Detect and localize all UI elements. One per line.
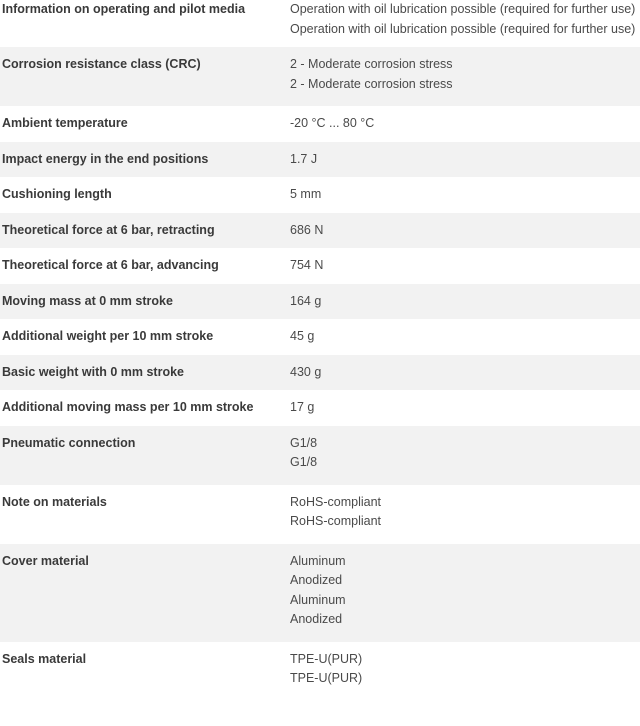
spec-values [290, 0, 640, 39]
spec-values [290, 221, 640, 241]
spec-values [290, 292, 640, 312]
spec-row-corrosion-class [0, 47, 640, 106]
spec-values [290, 55, 640, 94]
spec-value: Anodized [290, 573, 343, 587]
spec-value: 17 g [290, 400, 315, 414]
spec-label: Basic weight with 0 mm stroke [2, 364, 184, 379]
spec-values [290, 114, 640, 134]
spec-values [290, 493, 640, 532]
spec-values [290, 398, 640, 418]
spec-value: 164 g [290, 293, 322, 308]
spec-values [290, 434, 640, 473]
spec-label: Cover material [2, 553, 89, 568]
spec-row-cushioning-length [0, 177, 640, 213]
spec-label: Corrosion resistance class (CRC) [2, 57, 201, 71]
spec-row-note-on-materials [0, 485, 640, 544]
spec-values [290, 650, 640, 689]
spec-row-basic-weight [0, 355, 640, 391]
spec-values [290, 552, 640, 630]
spec-value: 2 - Moderate corrosion stress [290, 57, 453, 71]
spec-value: -20 °C ... 80 °C [290, 116, 375, 130]
spec-value: 754 N [290, 258, 324, 272]
spec-label: Pneumatic connection [2, 435, 136, 450]
spec-row-force-advancing [0, 248, 640, 284]
spec-label: Seals material [2, 651, 87, 666]
spec-value: RoHS-compliant [290, 514, 382, 528]
spec-row-cover-material [0, 544, 640, 642]
spec-value: 686 N [290, 222, 324, 237]
spec-value: 1.7 J [290, 151, 318, 166]
spec-value: G1/8 [290, 435, 318, 450]
spec-values [290, 185, 640, 205]
spec-row-additional-weight [0, 319, 640, 355]
spec-value: 430 g [290, 364, 322, 379]
spec-values [290, 150, 640, 170]
spec-label: Theoretical force at 6 bar, retracting [2, 222, 215, 237]
spec-label: Impact energy in the end positions [2, 151, 209, 166]
spec-label: Additional moving mass per 10 mm stroke [2, 400, 254, 414]
spec-values [290, 363, 640, 383]
spec-row-additional-moving-mass [0, 390, 640, 426]
spec-value: TPE-U(PUR) [290, 671, 363, 685]
spec-values [290, 327, 640, 347]
spec-row-ambient-temperature [0, 106, 640, 142]
spec-value: G1/8 [290, 455, 318, 469]
spec-value: 2 - Moderate corrosion stress [290, 76, 453, 91]
spec-value: 5 mm [290, 187, 322, 201]
spec-value: Aluminum [290, 553, 346, 568]
spec-label: Theoretical force at 6 bar, advancing [2, 258, 219, 272]
spec-row-operating-media [0, 0, 640, 47]
spec-row-force-retracting [0, 213, 640, 249]
spec-row-seals-material [0, 642, 640, 697]
spec-value: Anodized [290, 612, 343, 626]
spec-value: Operation with oil lubrication possible (required for further use) [290, 2, 636, 16]
spec-value: 45 g [290, 329, 315, 343]
spec-label: Note on materials [2, 494, 107, 509]
spec-value: Operation with oil lubrication possible (required for further use) [290, 21, 636, 36]
spec-label: Moving mass at 0 mm stroke [2, 293, 173, 308]
spec-values [290, 256, 640, 276]
spec-value: TPE-U(PUR) [290, 651, 363, 666]
spec-label: Cushioning length [2, 187, 112, 201]
spec-value: Aluminum [290, 592, 346, 607]
spec-label: Additional weight per 10 mm stroke [2, 329, 214, 343]
spec-row-impact-energy [0, 142, 640, 178]
spec-row-moving-mass [0, 284, 640, 320]
spec-row-pneumatic-connection [0, 426, 640, 485]
spec-label: Information on operating and pilot media [2, 2, 246, 16]
spec-value: RoHS-compliant [290, 494, 382, 509]
spec-label: Ambient temperature [2, 116, 128, 130]
